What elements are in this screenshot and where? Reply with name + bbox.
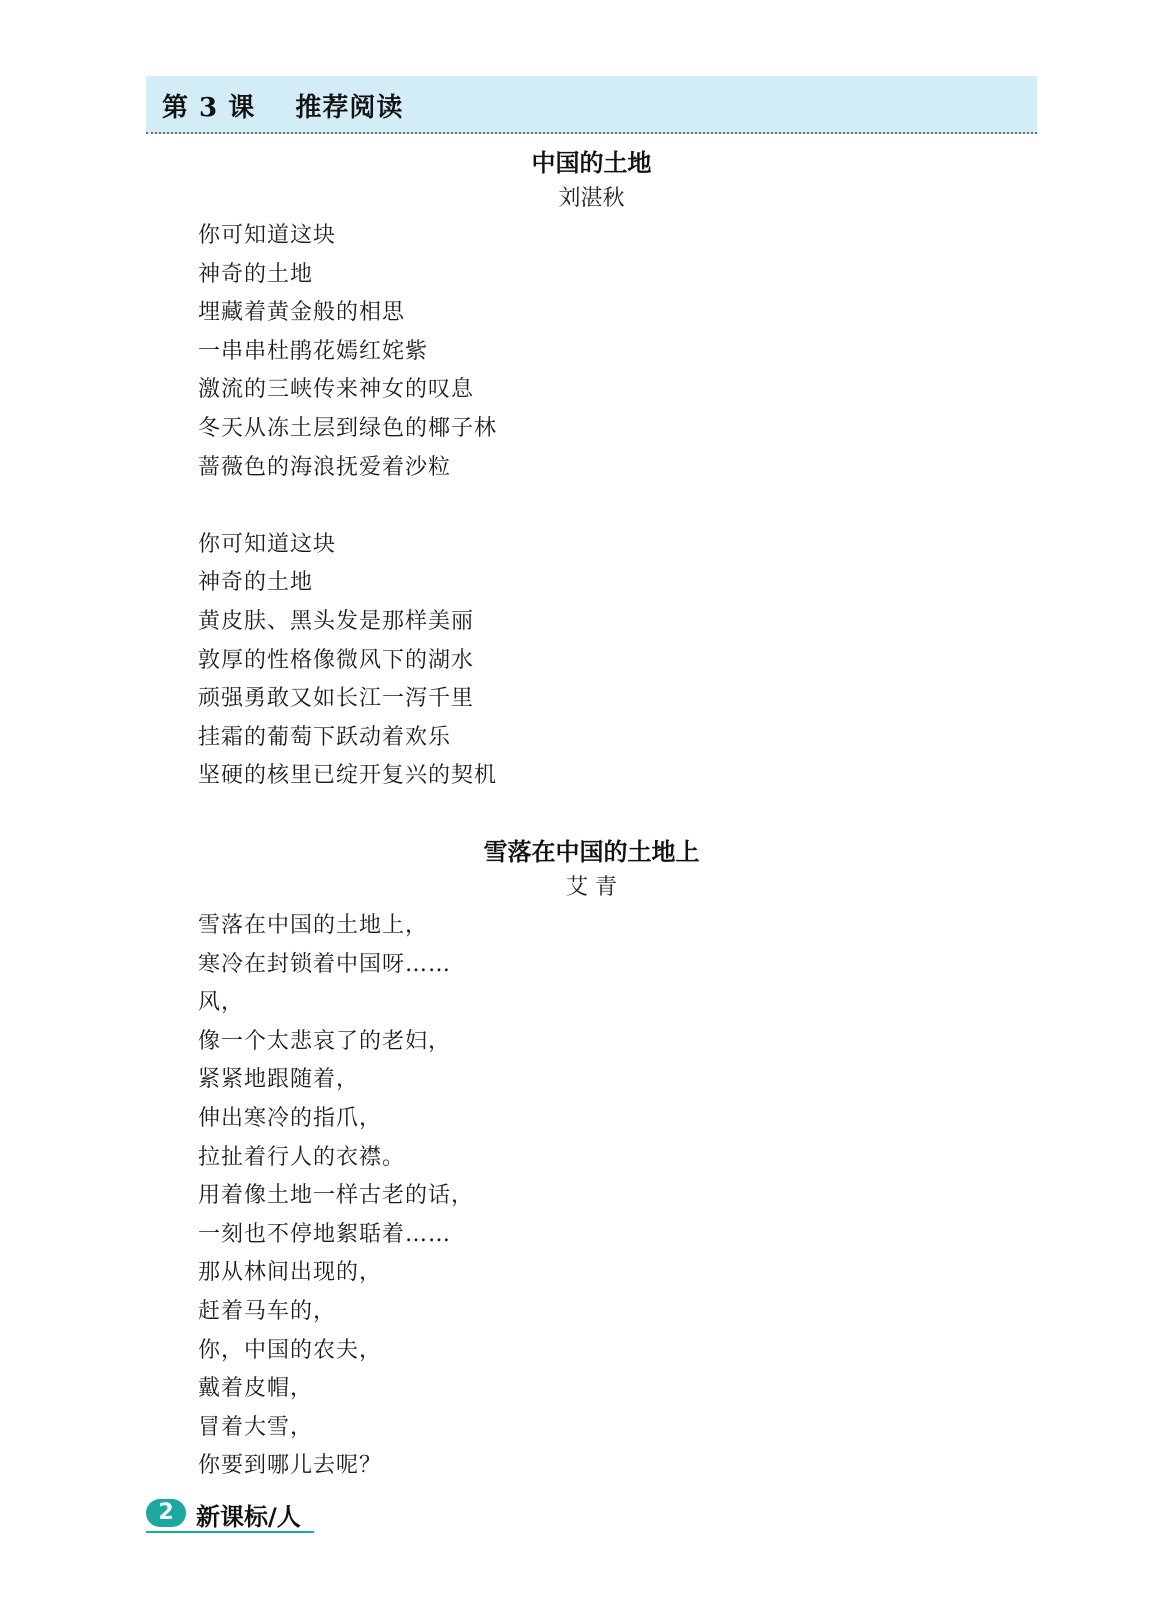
poem-line: 冬天从冻土层到绿色的椰子林 — [198, 415, 498, 441]
lesson-header — [146, 76, 1037, 134]
poem-line: 你要到哪儿去呢？ — [198, 1453, 383, 1479]
poem-line: 埋藏着黄金般的相思 — [198, 300, 406, 326]
poem-line: 黄皮肤、黑头发是那样美丽 — [198, 608, 475, 634]
poem-line: 紧紧地跟随着， — [198, 1067, 360, 1093]
poem-author: 艾 青 — [566, 875, 617, 900]
poem-line: 神奇的土地 — [198, 570, 314, 596]
page-footer — [146, 1497, 314, 1533]
poem-line: 用着像土地一样古老的话， — [198, 1183, 475, 1209]
lesson-title: 第 3 课 推荐阅读 — [162, 93, 404, 123]
poem-line: 激流的三峡传来神女的叹息 — [198, 377, 475, 403]
poem-line: 神奇的土地 — [198, 261, 314, 287]
poem-line: 风， — [198, 990, 245, 1016]
poem-line: 一刻也不停地絮聒着…… — [198, 1221, 452, 1247]
poem-line: 伸出寒冷的指爪， — [198, 1105, 383, 1131]
poem-line: 拉扯着行人的衣襟。 — [198, 1144, 406, 1170]
poem-line: 像一个太悲哀了的老妇， — [198, 1028, 452, 1054]
poem-line: 敦厚的性格像微风下的湖水 — [198, 647, 475, 673]
poem-line: 你，中国的农夫， — [198, 1337, 383, 1363]
poem-author: 刘湛秋 — [558, 186, 625, 211]
poem-line: 一串串杜鹃花嫣红姹紫 — [198, 338, 429, 364]
poem-line: 雪落在中国的土地上， — [198, 913, 429, 938]
poem-body — [198, 217, 497, 796]
poem-line: 你可知道这块 — [198, 531, 337, 557]
poem-line: 冒着大雪， — [198, 1414, 314, 1440]
poem-title: 中国的土地 — [531, 149, 652, 177]
poem-body — [198, 907, 474, 1486]
poem-line: 挂霜的葡萄下跃动着欢乐 — [198, 724, 452, 750]
poem-line: 寒冷在封锁着中国呀…… — [198, 951, 452, 977]
footer-label: 新课标/人 — [196, 1503, 301, 1531]
poem-line: 戴着皮帽， — [198, 1376, 314, 1402]
poem-line: 赶着马车的， — [198, 1298, 337, 1324]
poem-line: 坚硬的核里已绽开复兴的契机 — [198, 763, 498, 789]
poem-title: 雪落在中国的土地上 — [483, 838, 700, 866]
stanza-break — [198, 487, 497, 526]
poem-line: 蔷薇色的海浪抚爱着沙粒 — [198, 454, 452, 480]
page-number: 2 — [146, 1499, 186, 1527]
poem-line: 顽强勇敢又如长江一泻千里 — [198, 686, 475, 712]
poem-line: 你可知道这块 — [198, 223, 337, 248]
poem-line: 那从林间出现的， — [198, 1260, 383, 1286]
